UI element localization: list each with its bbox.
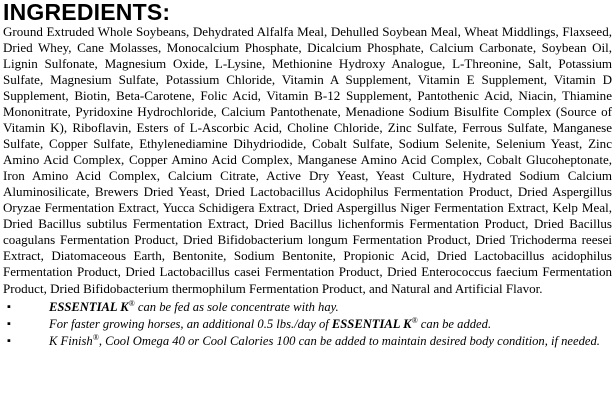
note-item xyxy=(3,299,612,316)
note-item xyxy=(3,316,612,333)
ingredients-heading: INGREDIENTS: xyxy=(3,0,171,25)
ingredients-label xyxy=(3,0,612,350)
note-text: For faster growing horses, an additional 0.5 lbs./day of xyxy=(49,316,332,331)
registered-mark: ® xyxy=(411,315,418,325)
feeding-notes xyxy=(3,299,612,350)
bullet-icon: ▪ xyxy=(7,300,11,313)
note-text: , Cool Omega 40 or Cool Calories 100 can be added to maintain desired body condition, if needed. xyxy=(98,333,600,348)
bullet-icon: ▪ xyxy=(7,334,11,347)
product-name: ESSENTIAL K xyxy=(331,316,412,331)
registered-mark: ® xyxy=(92,332,99,342)
product-name: K Finish xyxy=(49,333,93,348)
note-text: can be fed as sole concentrate with hay. xyxy=(134,299,339,314)
note-text: can be added. xyxy=(417,316,492,331)
note-item xyxy=(3,333,612,350)
ingredients-list: Ground Extruded Whole Soybeans, Dehydrated Alfalfa Meal, Dehulled Soybean Meal, Wheat Middlings, Flaxseed, Dried Whey, Cane Molasses, Monocalcium Phosphate, Dicalcium Phosphate, Calcium Carbonate, Soybean Oil, Lignin Sulfonate, Magnesium Oxide, L-Lysine, Methionine Hydroxy Analogue, L-Threonine, Salt, Potassium Sulfate, Magnesium Sulfate, Potassium Chloride, Vitamin A Supplement, Vitamin E Supplement, Vitamin D Supplement, Biotin, Beta-Carotene, Folic Acid, Vitamin B-12 Supplement, Pantothenic Acid, Niacin, Thiamine Mononitrate, Pyridoxine Hydrochloride, Calcium Pantothenate, Menadione Sodium Bisulfite Complex (Source of Vitamin K), Riboflavin, Esters of L-Ascorbic Acid, Choline Chloride, Zinc Sulfate, Ferrous Sulfate, Manganese Sulfate, Copper Sulfate, Ethylenediamine Dihydriodide, Cobalt Sulfate, Sodium Selenite, Selenium Yeast, Zinc Amino Acid Complex, Copper Amino Acid Complex, Manganese Amino Acid Complex, Cobalt Glucoheptonate, Iron Amino Acid Complex, Calcium Citrate, Active Dry Yeast, Yeast Culture, Hydrated Sodium Calcium Aluminosilicate, Brewers Dried Yeast, Dried Lactobacillus Acidophilus Fermentation Product, Dried Aspergillus Oryzae Fermentation Extract, Yucca Schidigera Extract, Dried Aspergillus Niger Fermentation Extract, Kelp Meal, Dried Bacillus subtilus Fermentation Extract, Dried Bacillus lichenformis Fermentation Product, Dried Bacillus coagulans Fermentation Product, Dried Bifidobacterium longum Fermentation Product, Dried Trichoderma reesei Extract, Diatomaceous Earth, Bentonite, Sodium Bentonite, Propionic Acid, Dried Lactobacillus acidophilus Fermentation Product, Dried Lactobacillus casei Fermentation Product, Dried Enterococcus faecium Fermentation Product, Dried Bifidobacterium thermophilum Fermentation Product, and Natural and Artificial Flavor. xyxy=(3,24,612,296)
registered-mark: ® xyxy=(128,298,135,308)
product-name: ESSENTIAL K xyxy=(49,299,129,314)
bullet-icon: ▪ xyxy=(7,317,11,330)
